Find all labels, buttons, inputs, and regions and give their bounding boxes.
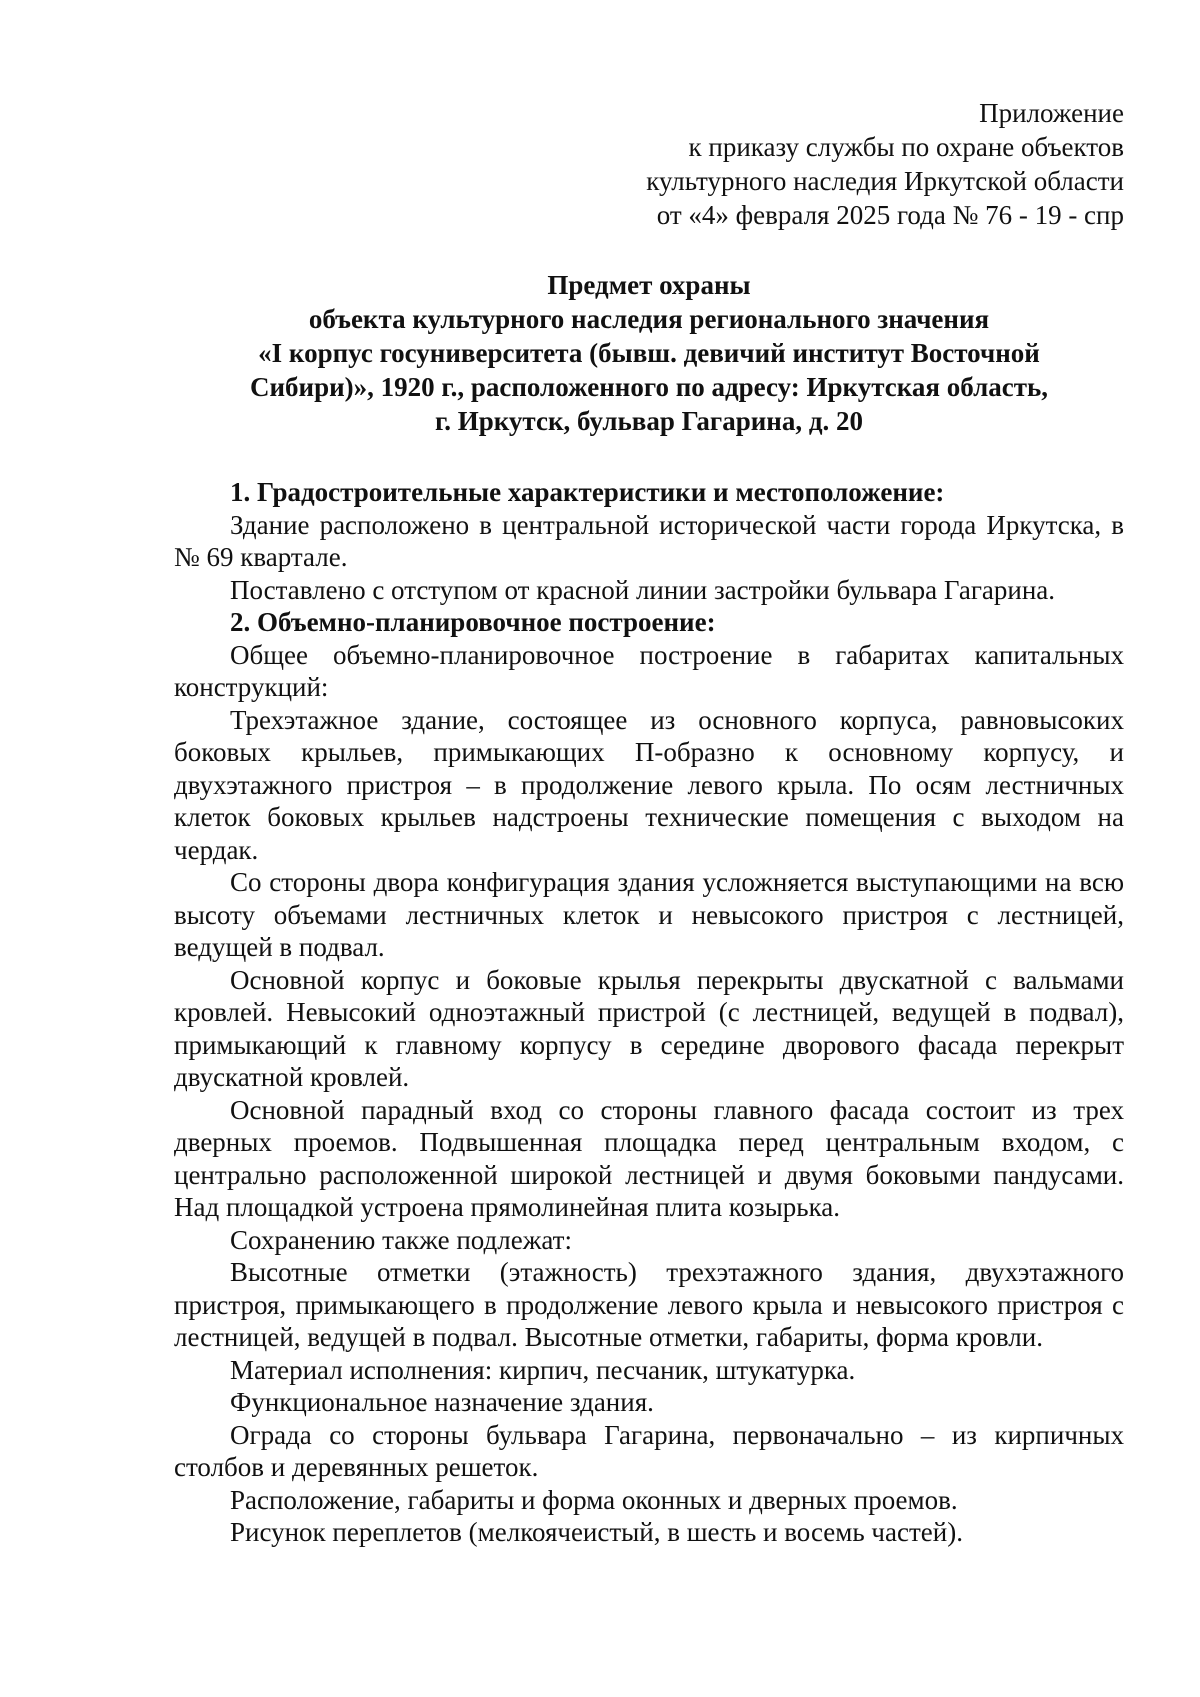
- body-paragraph: Здание расположено в центральной исторической части города Иркутска, в № 69 квартале.: [174, 509, 1124, 572]
- document-title-line: объекта культурного наследия регионального значения: [308, 304, 990, 334]
- body-paragraph: Высотные отметки (этажность) трехэтажного здания, двухэтажного пристроя, примыкающего в продолжение левого крыла и невысокого пристроя с лестницей, ведущей в подвал. Высотные отметки, габариты, форма кровли.: [174, 1257, 1124, 1352]
- document-title-line: г. Иркутск, бульвар Гагарина, д. 20: [435, 406, 863, 436]
- appendix-header-line: к приказу службы по охране объектов: [688, 132, 1124, 162]
- document-title-line: Сибири)», 1920 г., расположенного по адресу: Иркутская область,: [249, 372, 1049, 402]
- body-paragraph: Основной корпус и боковые крылья перекрыты двускатной с вальмами кровлей. Невысокий одноэтажный пристрой (с лестницей, ведущей в подвал), примыкающий к главному корпусу в середине дворового фасада перекрыт двускатной кровлей.: [174, 964, 1124, 1092]
- document-page: [174, 96, 1124, 1549]
- body-paragraph: Основной парадный вход со стороны главного фасада состоит из трех дверных проемов. Подвышенная площадка перед центральным входом, с центрально расположенной широкой лестницей и двумя боковыми пандусами. Над площадкой устроена прямолинейная плита козырька.: [174, 1094, 1124, 1222]
- section-heading: 1. Градостроительные характеристики и местоположение:: [230, 477, 945, 507]
- body-paragraph: Поставлено с отступом от красной линии застройки бульвара Гагарина.: [230, 574, 1056, 605]
- body-paragraph: Расположение, габариты и форма оконных и дверных проемов.: [230, 1484, 958, 1515]
- document-title-line: Предмет охраны: [547, 270, 751, 300]
- document-title: [174, 268, 1124, 438]
- body-paragraph: Общее объемно-планировочное построение в габаритах капитальных конструкций:: [174, 639, 1124, 702]
- body-paragraph: Сохранению также подлежат:: [230, 1224, 572, 1255]
- appendix-header-line: от «4» февраля 2025 года № 76 - 19 - спр: [656, 200, 1124, 230]
- appendix-header: [174, 96, 1124, 232]
- document-title-line: «I корпус госуниверситета (бывш. девичий институт Восточной: [258, 338, 1040, 368]
- section-heading: 2. Объемно-планировочное построение:: [230, 607, 716, 637]
- body-paragraph: Со стороны двора конфигурация здания усложняется выступающими на всю высоту объемами лестничных клеток и невысокого пристроя с лестницей, ведущей в подвал.: [174, 867, 1124, 962]
- body-paragraph: Функциональное назначение здания.: [230, 1387, 654, 1417]
- body-paragraph: Материал исполнения: кирпич, песчаник, штукатурка.: [230, 1354, 856, 1385]
- body-paragraph: Ограда со стороны бульвара Гагарина, первоначально – из кирпичных столбов и деревянных решеток.: [174, 1419, 1124, 1482]
- body-paragraph: Рисунок переплетов (мелкоячеистый, в шесть и восемь частей).: [230, 1517, 963, 1547]
- body-paragraph: Трехэтажное здание, состоящее из основного корпуса, равновысоких боковых крыльев, примыкающих П-образно к основному корпусу, и двухэтажного пристроя – в продолжение левого крыла. По осям лестничных клеток боковых крыльев надстроены технические помещения с выходом на чердак.: [174, 704, 1124, 865]
- appendix-header-line: Приложение: [979, 98, 1124, 128]
- appendix-header-line: культурного наследия Иркутской области: [646, 166, 1124, 196]
- document-body: [174, 476, 1124, 1549]
